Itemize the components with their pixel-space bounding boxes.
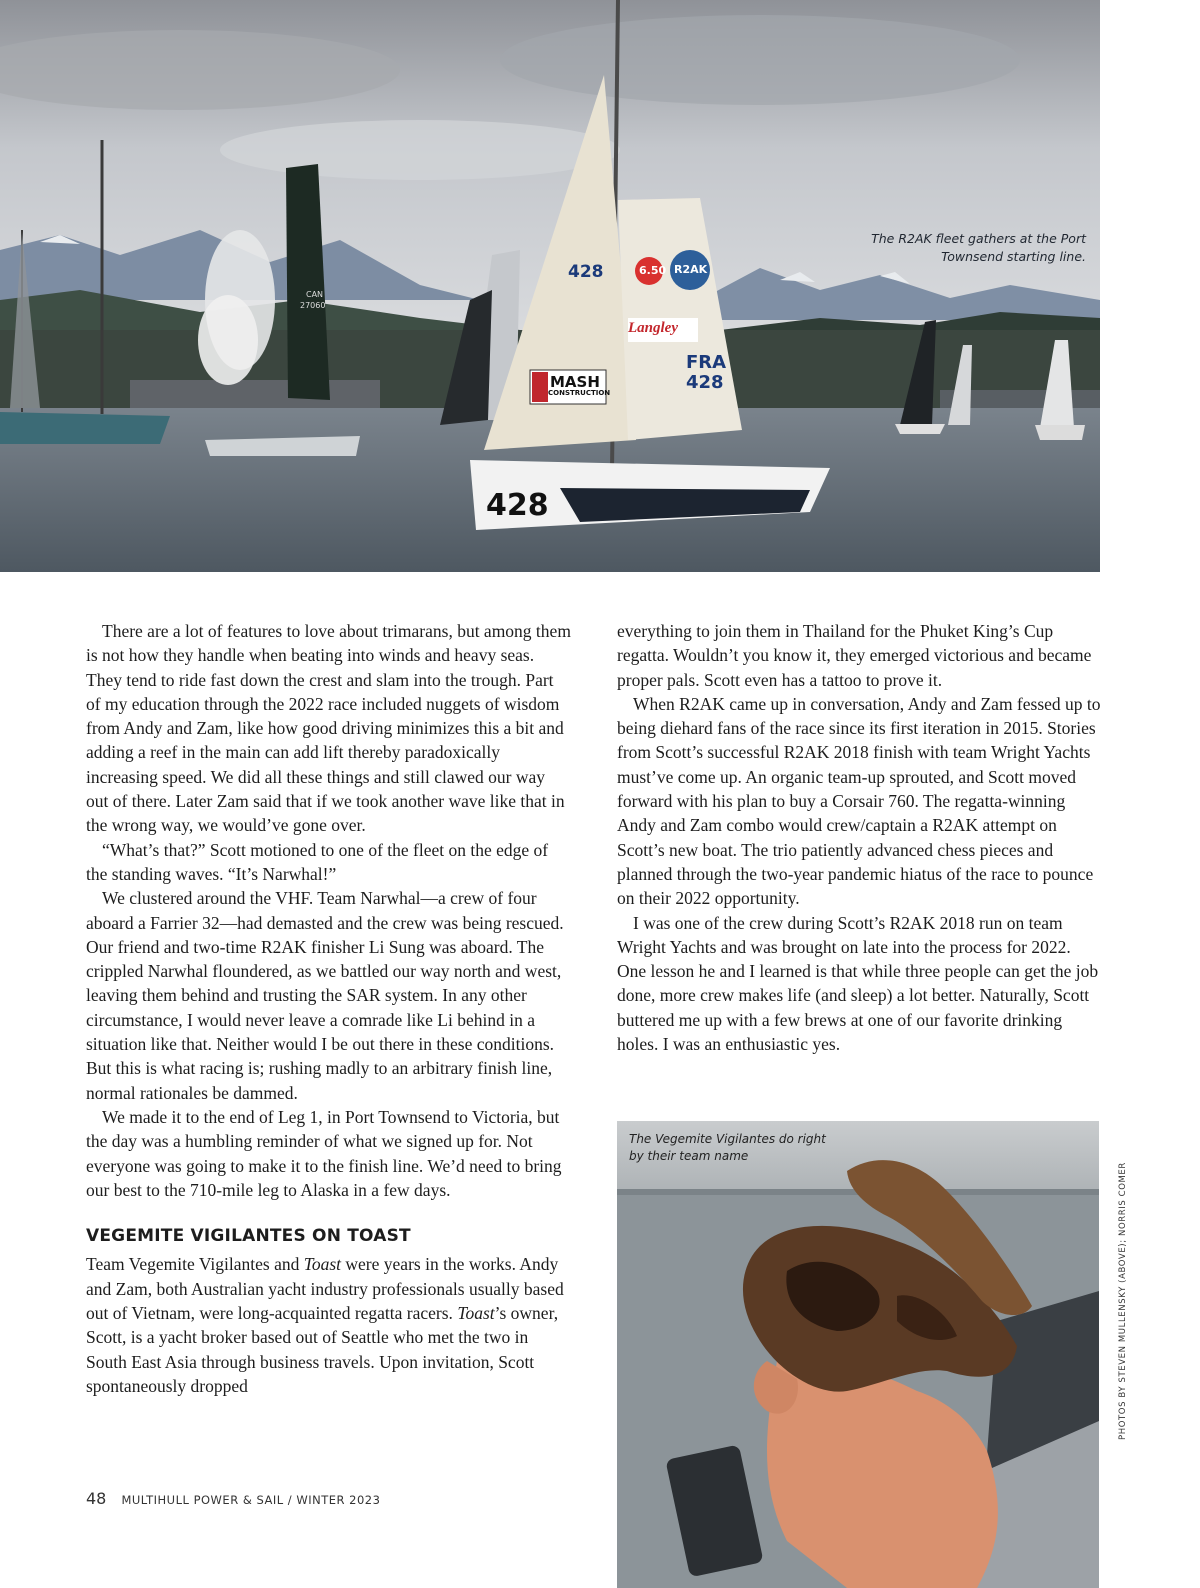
- toast-caption: The Vegemite Vigilantes do right by their team name: [629, 1132, 826, 1163]
- text-run: Team Vegemite Vigilantes and: [86, 1254, 304, 1275]
- sail-label-can: CAN: [306, 290, 324, 299]
- paragraph: There are a lot of features to love about trimarans, but among them is not how they handle when beating into winds and heavy seas. They tend to ride fast down the crest and slam into the trough. Part of my education through the 2022 race included nuggets of wisdom from Andy and Zam, like how good driving minimizes this a bit and adding a reef in the main can add lift thereby paradoxically increasing speed. We did all these things and still clawed our way out of there. Later Zam said that if we took another wave like that in the wrong way, we would’ve gone over.: [86, 621, 571, 836]
- hero-caption: The R2AK fleet gathers at the Port Townsend starting line.: [871, 231, 1086, 264]
- sail-label-mash: MASH: [550, 373, 600, 391]
- sail-label-construction: CONSTRUCTION: [548, 389, 611, 397]
- text-run: were years in the works. Andy and Zam, both Australian yacht industry professionals usually based out of Vietnam, were long-acquainted regatta racers.: [86, 1254, 564, 1324]
- left-boat-hull: [0, 412, 170, 444]
- paragraph: When R2AK came up in conversation, Andy and Zam fessed up to being diehard fans of the race since its first iteration in 2015. Stories from Scott’s successful R2AK 2018 finish with team Wright Yachts must’ve come up. An organic team-up sprouted, and Scott moved forward with his plan to buy a Corsair 760. The regatta-winning Andy and Zam combo would crew/captain a R2AK attempt on Scott’s new boat. The trio patiently advanced chess pieces and planned through the two-year pandemic hiatus of the race to pounce on their 2022 opportunity.: [617, 693, 1101, 909]
- publication-line: MULTIHULL POWER & SAIL / WINTER 2023: [121, 1493, 381, 1507]
- paragraph: We made it to the end of Leg 1, in Port Townsend to Victoria, but the day was a humbling reminder of what we signed up for. Not everyone was going to make it to the finish line. We’d need to bring our best to the 710-mile leg to Alaska in a few days.: [86, 1106, 562, 1200]
- sail-label-langley: Langley: [628, 320, 678, 336]
- left-column: [86, 619, 571, 1398]
- paragraph: everything to join them in Thailand for the Phuket King’s Cup regatta. Wouldn’t you know it, they emerged victorious and became proper pals. Scott even has a tattoo to prove it.: [617, 621, 1092, 690]
- boat-name: Toast: [303, 1254, 342, 1275]
- page-footer: [86, 1489, 380, 1508]
- sail-label-27060: 27060: [300, 301, 326, 310]
- sail-label-r2ak: R2AK: [674, 263, 708, 276]
- boat-name: Toast: [457, 1303, 495, 1324]
- sail-label-fra: FRA: [686, 352, 727, 373]
- toast-photo: [617, 1121, 1099, 1588]
- paragraph: I was one of the crew during Scott’s R2AK 2018 run on team Wright Yachts and was brought on late into the process for 2022. One lesson he and I learned is that while three people can get the job done, more crew makes life (and sleep) a lot better. Naturally, Scott buttered me up with a few brews at one of our favorite drinking holes. I was an enthusiastic yes.: [617, 912, 1099, 1055]
- paragraph: “What’s that?” Scott motioned to one of the fleet on the edge of the standing waves. “It’s Narwhal!”: [86, 839, 549, 884]
- hero-sail-number: 428: [486, 488, 549, 523]
- text-run: ’s owner, Scott, is a yacht broker based out of Seattle who met the two in South East Asia through business travels. Upon invitation, Scott spontaneously dropped: [86, 1303, 559, 1396]
- sail-label-428: 428: [568, 262, 604, 282]
- paragraph: [86, 1252, 571, 1398]
- right-column: [617, 619, 1102, 1056]
- photo-credit: PHOTOS BY STEVEN MULLENSKY (ABOVE); NORRIS COMER: [1118, 1162, 1128, 1440]
- page-number: 48: [86, 1489, 107, 1508]
- paragraph: We clustered around the VHF. Team Narwhal—a crew of four aboard a Farrier 32—had demasted and the crew was being rescued. Our friend and two-time R2AK finisher Li Sung was aboard. The crippled Narwhal floundered, as we battled our way north and west, leaving them behind and trusting the SAR system. In any other circumstance, I would never leave a comrade like Li behind in a situation like that. Neither would I be out there in these conditions. But this is what racing is; rushing madly to an arbitrary finish line, normal rationales be dammed.: [86, 888, 564, 1103]
- harbor-illustration: [0, 0, 1100, 572]
- section-subhead: VEGEMITE VIGILANTES ON TOAST: [86, 1226, 411, 1247]
- sail-label-428b: 428: [686, 372, 724, 393]
- hero-photo: [0, 0, 1100, 572]
- toast-illustration: [617, 1121, 1099, 1588]
- sail-label-650: 6.50: [639, 264, 667, 277]
